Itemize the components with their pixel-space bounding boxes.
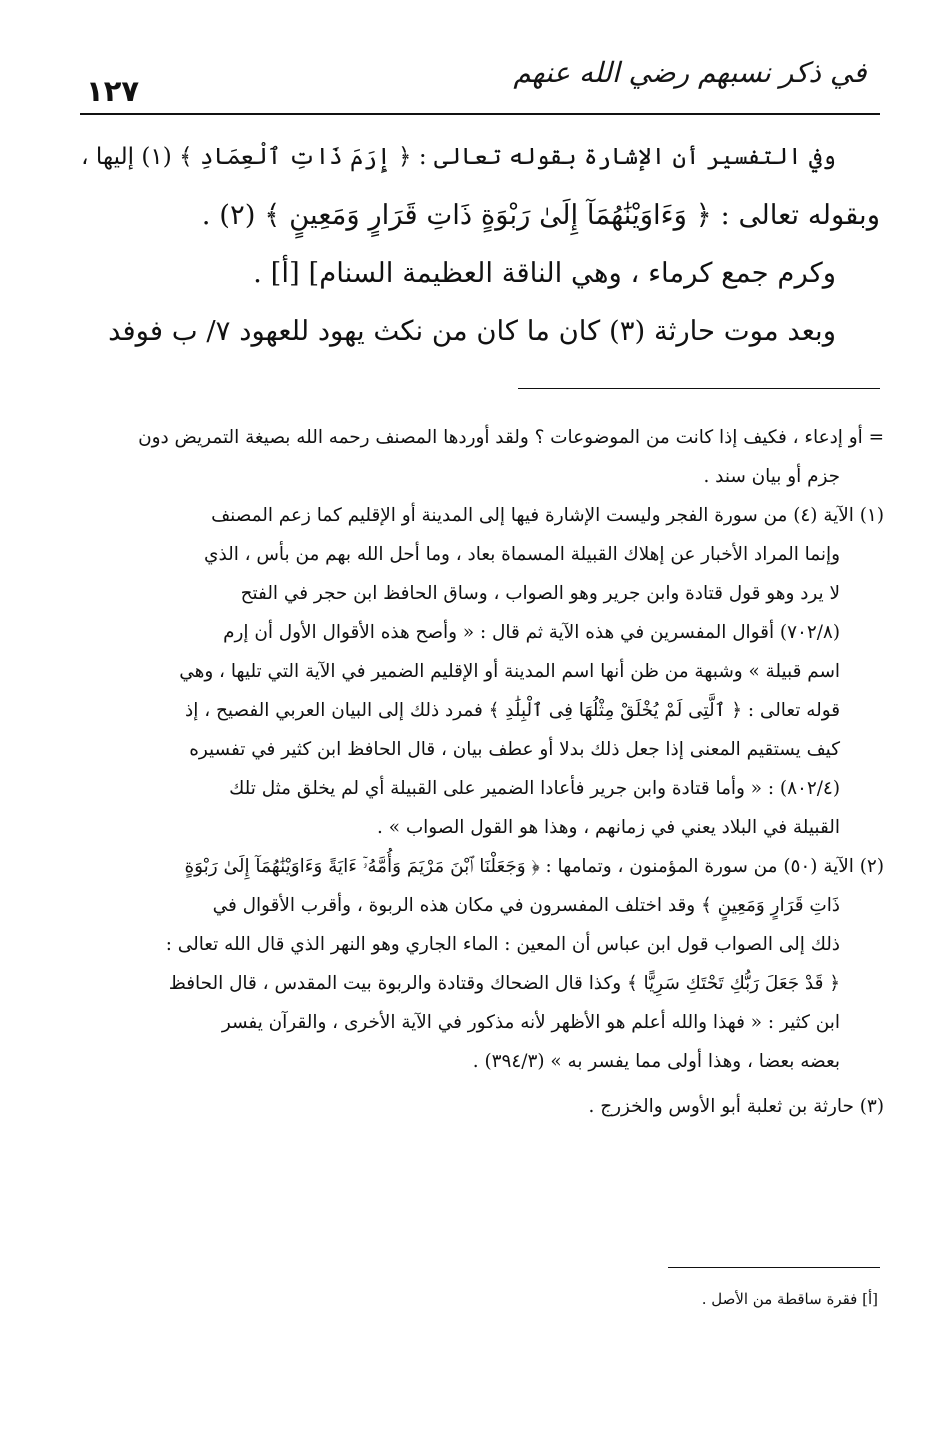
footnote-line: القبيلة في البلاد يعني في زمانهم ، وهذا هو القول الصواب » . <box>377 817 840 838</box>
footnote-line: ذلك إلى الصواب قول ابن عباس أن المعين : الماء الجاري وهو النهر الذي قال الله تعالى : <box>165 934 840 955</box>
main-line: وبعد موت حارثة (٣) كان ما كان من نكث يهود للعهود ٧/ ب فوفد <box>108 315 836 347</box>
footnote-line: وإنما المراد الأخبار عن إهلاك القبيلة المسماة بعاد ، وما أحل الله بهم من بأس ، الذي <box>204 544 840 565</box>
header-rule <box>80 113 880 115</box>
main-line: وكرم جمع كرماء ، وهي الناقة العظيمة السنام] [أ] . <box>253 257 836 289</box>
page-header <box>80 50 880 110</box>
footnote-line: بعضه بعضا ، وهذا أولى مما يفسر به » (٣٩٤/٣) . <box>472 1051 840 1072</box>
editor-note-separator <box>668 1267 880 1268</box>
running-title: في ذكر نسبهم رضي الله عنهم <box>513 56 867 89</box>
footnote-line: ابن كثير : « فهذا والله أعلم هو الأظهر لأنه مذكور في الآية الأخرى ، والقرآن يفسر <box>221 1012 840 1033</box>
footnote-line: = أو إدعاء ، فكيف إذا كانت من الموضوعات ؟ ولقد أوردها المصنف رحمه الله بصيغة التمريض دون <box>138 427 884 448</box>
footnotes <box>78 418 884 1126</box>
footnote-line: (٧٠٢/٨) أقوال المفسرين في هذه الآية ثم قال : « وأصح هذه الأقوال الأول أن إرم <box>223 622 840 643</box>
footnote-line: (٨٠٢/٤) : « وأما قتادة وابن جرير فأعادا الضمير على القبيلة أي لم يخلق مثل تلك <box>229 778 840 799</box>
footnote-line: لا يرد وهو قول قتادة وابن جرير وهو الصواب ، وساق الحافظ ابن حجر في الفتح <box>240 583 840 604</box>
footnote-line: قوله تعالى : ﴿ ٱلَّتِى لَمْ يُخْلَقْ مِثْلُهَا فِى ٱلْبِلَٰدِ ﴾ فمرد ذلك إلى البيان العربي الفصيح ، إذ <box>185 700 840 721</box>
main-line: وفي التفسير أن الإشارة بقوله تعالى : ﴿ إِرَمَ ذَاتِ ٱلْعِمَادِ ﴾ (١) إليها ، <box>81 144 836 170</box>
page-number: ١٢٧ <box>86 74 140 108</box>
footnote-line: (١) الآية (٤) من سورة الفجر وليست الإشارة فيها إلى المدينة أو الإقليم كما زعم المصنف <box>211 505 884 526</box>
footnote-line: ذَاتِ قَرَارٍ وَمَعِينٍ ﴾ وقد اختلف المفسرون في مكان هذه الربوة ، وأقرب الأقوال في <box>212 895 840 916</box>
footnote-line: كيف يستقيم المعنى إذا جعل ذلك بدلا أو عطف بيان ، قال الحافظ ابن كثير في تفسيره <box>189 739 840 760</box>
footnote-line: جزم أو بيان سند . <box>703 466 840 487</box>
main-text <box>80 128 880 360</box>
footnote-line: اسم قبيلة » وشبهة من ظن أنها اسم المدينة أو الإقليم الضمير في الآية التي تليها ، وهي <box>179 661 840 682</box>
footnote-separator <box>518 388 880 389</box>
footnote-line: (٣) حارثة بن ثعلبة أبو الأوس والخزرج . <box>588 1096 884 1117</box>
main-line: وبقوله تعالى : ﴿ وَءَاوَيْنَٰهُمَآ إِلَىٰ رَبْوَةٍ ذَاتِ قَرَارٍ وَمَعِينٍ ﴾ (٢) . <box>201 199 880 231</box>
footnote-line: (٢) الآية (٥٠) من سورة المؤمنون ، وتمامها : ﴿ وَجَعَلْنَا ٱبْنَ مَرْيَمَ وَأُمَّهُۥٓ ءَايَةً وَءَاوَيْنَٰهُمَآ إِلَىٰ رَبْوَةٍ <box>184 856 884 877</box>
footnote-line: ﴿ قَدْ جَعَلَ رَبُّكِ تَحْتَكِ سَرِيًّا ﴾ وكذا قال الضحاك وقتادة والربوة بيت المقدس ، قال الحافظ <box>168 973 840 994</box>
editor-note: [أ] فقرة ساقطة من الأصل . <box>701 1290 878 1308</box>
